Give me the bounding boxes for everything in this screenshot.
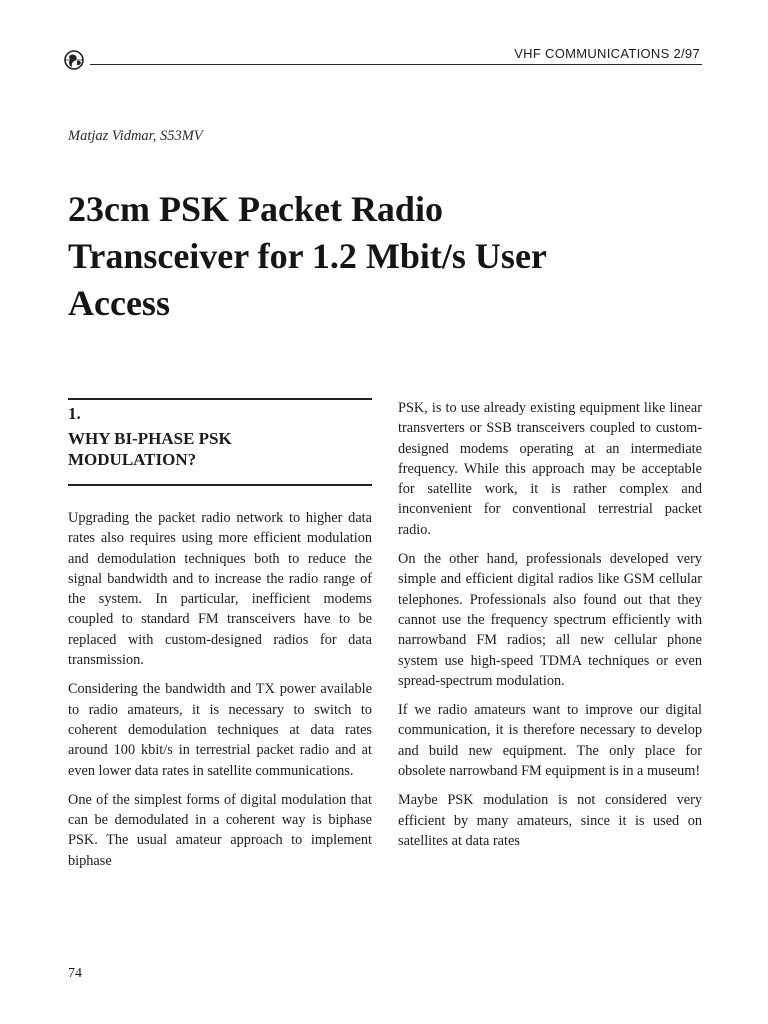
paragraph: On the other hand, professionals developed very simple and efficient digital radios like GSM cellular telephones. Professionals also found out that they cannot use the frequency spectrum efficiently with narrowband FM radios; all new cellular phone system use high-speed TDMA techniques or even spread-spectrum modulation. bbox=[398, 551, 702, 689]
paragraph: If we radio amateurs want to improve our digital communication, it is therefore necessary to develop and build new equipment. The only place for obsolete narrowband FM equipment is in a museum! bbox=[398, 702, 702, 780]
header-rule bbox=[90, 64, 702, 65]
section-number: 1. bbox=[68, 404, 81, 423]
globe-logo-icon bbox=[62, 48, 86, 72]
journal-title: VHF COMMUNICATIONS 2/97 bbox=[514, 46, 700, 61]
page-header bbox=[56, 44, 702, 74]
paragraph: Considering the bandwidth and TX power available to radio amateurs, it is necessary to switch to coherent demodulation techniques at data rates around 100 kbit/s in terrestrial packet radio and at even lower data rates in satellite communications. bbox=[68, 681, 372, 779]
paragraph: Maybe PSK modulation is not considered very efficient by many amateurs, since it is used on satellites at data rates bbox=[398, 792, 702, 849]
article-title: 23cm PSK Packet Radio Transceiver for 1.2 Mbit/s User Access bbox=[68, 189, 547, 323]
right-column bbox=[398, 398, 702, 860]
section-heading: WHY BI-PHASE PSK MODULATION? bbox=[68, 429, 232, 469]
paragraph: One of the simplest forms of digital modulation that can be demodulated in a coherent way is biphase PSK. The usual amateur approach to implement biphase bbox=[68, 791, 372, 869]
paragraph: Upgrading the packet radio network to higher data rates also requires using more efficient modulation and demodulation techniques both to reduce the signal bandwidth and to increase the radio range of the system. In particular, inefficient modems coupled to standard FM transceivers have to be replaced with custom-designed radios for data transmission. bbox=[68, 510, 372, 669]
paragraph: PSK, is to use already existing equipment like linear transverters or SSB transceivers coupled to custom-designed modems operating at an intermediate frequency. While this approach may be acceptable for satellite work, it is rather complex and inconvenient for conventional terrestrial packet radio. bbox=[398, 400, 702, 538]
page-number: 74 bbox=[68, 966, 82, 981]
author-line: Matjaz Vidmar, S53MV bbox=[68, 128, 203, 144]
left-column bbox=[68, 508, 372, 880]
section-heading-block bbox=[68, 398, 372, 486]
